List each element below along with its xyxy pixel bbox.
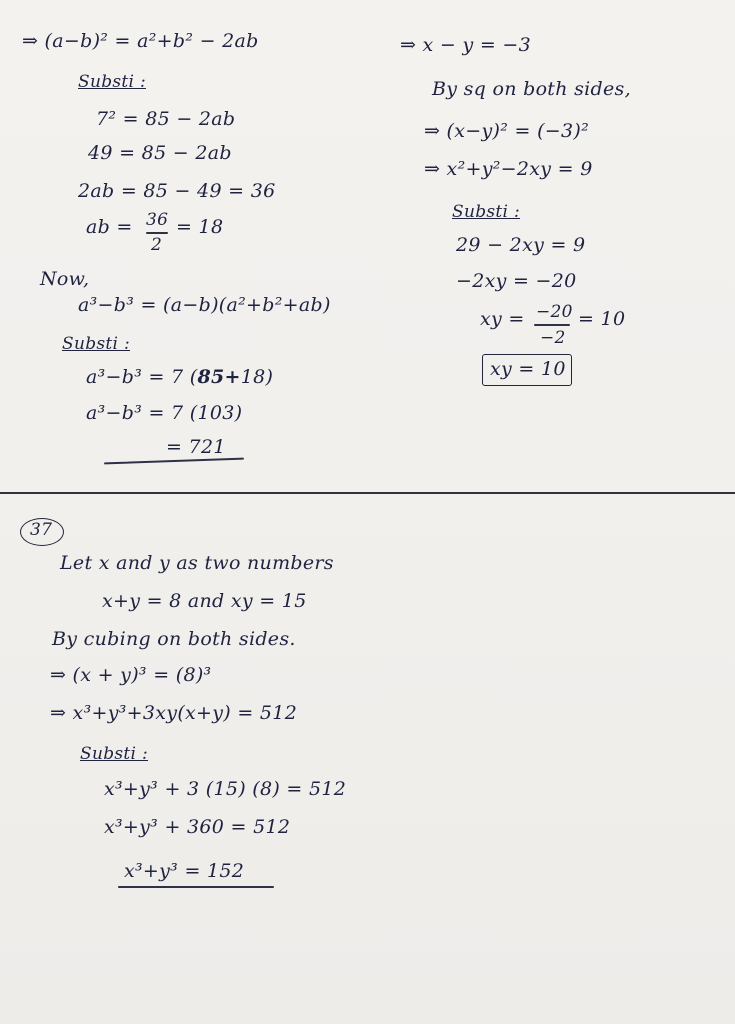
xy-result-prefix: xy = xyxy=(480,308,525,330)
step-line: ⇒ (x−y)² = (−3)² xyxy=(424,120,590,142)
step-line: 7² = 85 − 2ab xyxy=(96,108,236,130)
given-values: x+y = 8 and xy = 15 xyxy=(102,590,307,612)
squaring-note: By sq on both sides, xyxy=(432,78,631,100)
step-line: ⇒ (x + y)³ = (8)³ xyxy=(50,664,212,686)
step-line: x³+y³ + 360 = 512 xyxy=(104,816,291,838)
cube-identity-line: a³−b³ = (a−b)(a²+b²+ab) xyxy=(78,294,331,316)
ab-result-suffix: = 18 xyxy=(176,216,224,238)
substitution-line xyxy=(86,368,273,387)
fraction-bar xyxy=(534,324,570,326)
final-answer: x³+y³ = 152 xyxy=(124,860,245,882)
substitution-suffix: 18) xyxy=(240,366,274,388)
fraction-numerator: −20 xyxy=(536,302,573,322)
section-divider xyxy=(0,492,735,494)
fraction-denominator: 2 xyxy=(151,235,163,255)
fraction-denominator: −2 xyxy=(540,328,566,348)
step-line: 49 = 85 − 2ab xyxy=(88,142,232,164)
ab-result-prefix: ab = xyxy=(86,216,133,238)
xy-result-suffix: = 10 xyxy=(578,308,626,330)
substitution-prefix: a³−b³ = 7 ( xyxy=(86,366,198,388)
step-line: −2xy = −20 xyxy=(456,270,577,292)
final-answer: = 721 xyxy=(166,436,226,458)
substitute-heading: Substi : xyxy=(80,744,149,764)
boxed-answer-text: xy = 10 xyxy=(490,358,566,380)
substitute-heading: Substi : xyxy=(78,72,147,92)
identity-line: ⇒ (a−b)² = a²+b² − 2ab xyxy=(22,30,259,52)
now-label: Now, xyxy=(40,268,90,290)
substitute-heading: Substi : xyxy=(452,202,521,222)
substitute-heading: Substi : xyxy=(62,334,131,354)
cubing-note: By cubing on both sides. xyxy=(52,628,296,650)
step-line: x³+y³ + 3 (15) (8) = 512 xyxy=(104,778,347,800)
fraction-numerator: 36 xyxy=(146,210,169,230)
step-line: 29 − 2xy = 9 xyxy=(456,234,586,256)
step-line: ⇒ x²+y²−2xy = 9 xyxy=(424,158,593,180)
corrected-value: 85+ xyxy=(197,366,241,388)
problem-statement: Let x and y as two numbers xyxy=(60,552,334,574)
answer-underline xyxy=(118,886,274,888)
answer-underline xyxy=(104,458,244,465)
step-line: ⇒ x³+y³+3xy(x+y) = 512 xyxy=(50,702,298,724)
fraction-bar xyxy=(146,232,168,234)
given-equation: ⇒ x − y = −3 xyxy=(400,34,532,56)
simplified-line: a³−b³ = 7 (103) xyxy=(86,402,243,424)
question-number: 37 xyxy=(30,520,53,540)
step-line: 2ab = 85 − 49 = 36 xyxy=(78,180,276,202)
